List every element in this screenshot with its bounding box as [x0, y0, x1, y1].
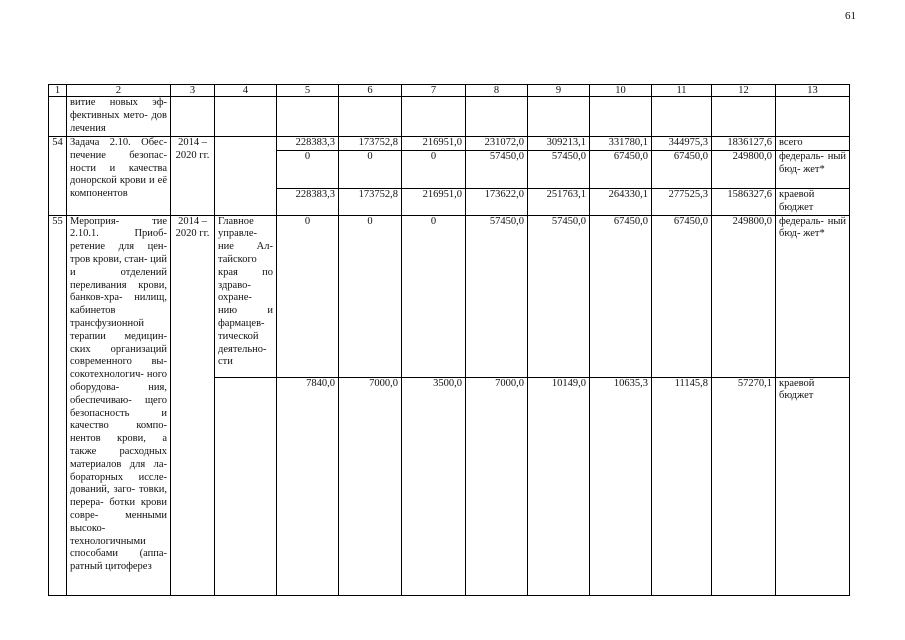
value-cell: 10635,3	[590, 377, 652, 595]
period-cell: 2014 – 2020 гг.	[171, 137, 215, 216]
table-row-55-federal	[49, 215, 850, 377]
value-cell: 0	[402, 151, 466, 189]
row-number-cell	[49, 97, 67, 137]
empty-cell	[528, 97, 590, 137]
source-cell: краевой бюджет	[776, 189, 850, 216]
value-cell: 216951,0	[402, 189, 466, 216]
task-name: Задача 2.10. Обес- печение безопас- ности и качества донорской крови и её компонентов	[67, 137, 171, 216]
empty-cell	[402, 97, 466, 137]
value-cell: 57450,0	[466, 151, 528, 189]
value-cell: 249800,0	[712, 215, 776, 377]
value-cell: 57450,0	[528, 151, 590, 189]
activity-name: Мероприя- тие 2.10.1. Приоб- ретение для цен- тров крови, стан- ций и отделений переливания крови, банков-хра- нилищ, кабинетов трансфузионной терапии медицин- ских организаций современного вы- сокотехнологич- ного оборудова- ния, обеспечиваю- щего безопасность и качество компо- нентов крови, а также расходных материалов для ла- бораторных иссле- дований, заго- товки, перера- ботки крови совре- менными высоко- технологичными способами (аппа- ратный цитоферез	[67, 215, 171, 595]
header-row	[49, 85, 850, 97]
column-header: 8	[466, 85, 528, 97]
empty-cell	[215, 97, 277, 137]
source-cell: краевой бюджет	[776, 377, 850, 595]
row-number: 54	[49, 137, 67, 216]
source-cell: федераль- ный бюд- жет*	[776, 215, 850, 377]
empty-cell	[590, 97, 652, 137]
column-header: 3	[171, 85, 215, 97]
value-cell: 173752,8	[339, 189, 402, 216]
column-header: 6	[339, 85, 402, 97]
column-header: 1	[49, 85, 67, 97]
page-number: 61	[845, 10, 856, 22]
empty-cell	[712, 97, 776, 137]
value-cell: 7000,0	[339, 377, 402, 595]
row-number: 55	[49, 215, 67, 595]
empty-cell	[466, 97, 528, 137]
empty-cell	[171, 97, 215, 137]
column-header: 4	[215, 85, 277, 97]
value-cell: 173622,0	[466, 189, 528, 216]
column-header: 10	[590, 85, 652, 97]
continuation-row	[49, 97, 850, 137]
empty-cell	[652, 97, 712, 137]
value-cell: 67450,0	[590, 151, 652, 189]
value-cell: 216951,0	[402, 137, 466, 151]
value-cell: 0	[277, 151, 339, 189]
value-cell: 264330,1	[590, 189, 652, 216]
value-cell: 231072,0	[466, 137, 528, 151]
value-cell: 331780,1	[590, 137, 652, 151]
column-header: 5	[277, 85, 339, 97]
value-cell: 67450,0	[652, 151, 712, 189]
empty-cell	[776, 97, 850, 137]
executor-cell	[215, 137, 277, 216]
value-cell: 0	[402, 215, 466, 377]
value-cell: 249800,0	[712, 151, 776, 189]
empty-cell	[215, 377, 277, 595]
value-cell: 344975,3	[652, 137, 712, 151]
source-cell: федераль- ный бюд- жет*	[776, 151, 850, 189]
value-cell: 277525,3	[652, 189, 712, 216]
value-cell: 228383,3	[277, 189, 339, 216]
empty-cell	[277, 97, 339, 137]
column-header: 7	[402, 85, 466, 97]
budget-table	[48, 84, 850, 596]
executor-cell: Главное управле- ние Ал- тайского края по здраво- охране- нию и фармацев- тической деятельно- сти	[215, 215, 277, 377]
column-header: 12	[712, 85, 776, 97]
value-cell: 7000,0	[466, 377, 528, 595]
value-cell: 0	[277, 215, 339, 377]
column-header: 11	[652, 85, 712, 97]
value-cell: 3500,0	[402, 377, 466, 595]
continued-name-cell: витие новых эф- фективных мето- дов лечения	[67, 97, 171, 137]
value-cell: 228383,3	[277, 137, 339, 151]
value-cell: 57450,0	[466, 215, 528, 377]
value-cell: 57270,1	[712, 377, 776, 595]
value-cell: 57450,0	[528, 215, 590, 377]
period-cell: 2014 – 2020 гг.	[171, 215, 215, 595]
value-cell: 67450,0	[590, 215, 652, 377]
value-cell: 67450,0	[652, 215, 712, 377]
value-cell: 309213,1	[528, 137, 590, 151]
value-cell: 10149,0	[528, 377, 590, 595]
value-cell: 0	[339, 151, 402, 189]
value-cell: 1836127,6	[712, 137, 776, 151]
value-cell: 173752,8	[339, 137, 402, 151]
column-header: 2	[67, 85, 171, 97]
empty-cell	[339, 97, 402, 137]
column-header: 9	[528, 85, 590, 97]
value-cell: 7840,0	[277, 377, 339, 595]
value-cell: 11145,8	[652, 377, 712, 595]
value-cell: 1586327,6	[712, 189, 776, 216]
value-cell: 251763,1	[528, 189, 590, 216]
value-cell: 0	[339, 215, 402, 377]
source-cell: всего	[776, 137, 850, 151]
column-header: 13	[776, 85, 850, 97]
table-row-54-total	[49, 137, 850, 151]
